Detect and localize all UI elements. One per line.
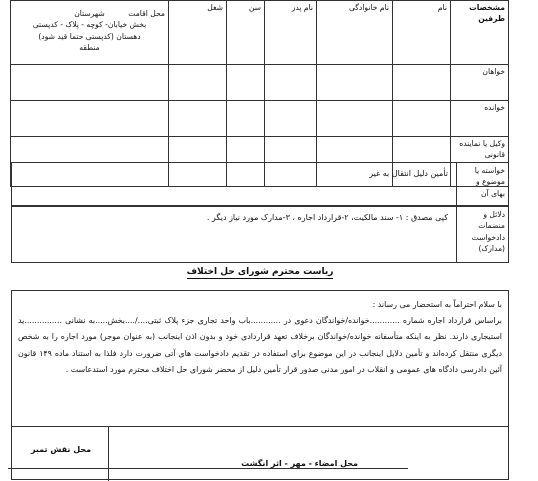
greeting-text: با سلام احتراماً به استحضار می رساند : <box>372 300 502 309</box>
defendant-family-cell[interactable] <box>317 100 393 136</box>
claim-value[interactable]: تأمین دلیل انتقال به غیر <box>369 169 448 178</box>
address-line-4: منطقه <box>79 43 100 53</box>
addressee-title-text: ریاست محترم شورای حل اختلاف <box>186 267 334 277</box>
header-residence <box>11 1 169 65</box>
stamp-area <box>12 427 110 481</box>
evidence-label: دلائل و منضمات دادخواست (مدارک) <box>456 207 508 262</box>
defendant-age-cell[interactable] <box>227 100 265 136</box>
row-label-lawyer: وکیل یا نماینده قانونی <box>451 137 509 187</box>
header-name: نام <box>393 1 451 65</box>
addressee-title <box>11 263 509 287</box>
signature-label: محل امضاء - مهر - اثر انگشت <box>241 459 358 468</box>
claim-label: خواسته یا موضوع و بهای آن <box>456 163 508 205</box>
defendant-address-cell[interactable] <box>11 100 169 136</box>
header-father-name: نام پدر <box>265 1 317 65</box>
signature-row <box>11 426 509 480</box>
plaintiff-name-cell[interactable] <box>393 64 451 100</box>
plaintiff-family-cell[interactable] <box>317 64 393 100</box>
address-line-1: شهرستان <box>74 9 105 18</box>
claim-section <box>11 162 509 206</box>
header-family-name: نام خانوادگی <box>317 1 393 65</box>
petition-text: براساس قرارداد اجاره شماره ............خوانده/خواندگان دعوی در ............باب واحد تجاری جزء پلاک ثبتی..../....بخش.....به نشانی ...............ید استیجاری دارند. نظر به اینکه متأسفانه خوانده/خواندگان برخلاف تعهد قراردادی خود و بدون اذن اینجانب (به عنوان موجر) مورد اجاره را به شخص دیگری منتقل کرده‌اند و تأمین دلایل اینجانب در این موضوع برای استفاده در تقدیم دادخواست های آتی ضرورت دارد فلذا به استناد ماده ۱۴۹ قانون آئین دادرسی دادگاه های عمومی و انقلاب در امور مدنی صدور قرار تأمین دلیل از محضر شورای حل اختلاف محترم مورد استدعاست . <box>18 316 502 374</box>
defendant-name-cell[interactable] <box>393 100 451 136</box>
row-label-defendant: خوانده <box>451 100 509 136</box>
plaintiff-age-cell[interactable] <box>227 64 265 100</box>
header-job: شغل <box>169 1 227 65</box>
header-residence-label: محل اقامت <box>128 9 165 18</box>
defendant-job-cell[interactable] <box>169 100 227 136</box>
evidence-value[interactable]: کپی مصدق : ۱- سند مالکیت، ۲-قرارداد اجاره ، ۳-مدارک مورد نیاز دیگر . <box>206 213 448 222</box>
plaintiff-father-cell[interactable] <box>265 64 317 100</box>
bottom-divider <box>8 468 408 470</box>
plaintiff-address-cell[interactable] <box>11 64 169 100</box>
address-line-3: دهستان (کدپستی حتما قید شود) <box>38 31 141 41</box>
parties-table <box>10 0 509 187</box>
address-line-2: بخش خیابان- کوچه - پلاک - کدپستی <box>32 20 147 30</box>
stamp-label: محل نقش تمبر <box>30 445 92 454</box>
header-age: سن <box>227 1 265 65</box>
signature-area[interactable] <box>108 427 508 481</box>
petition-body <box>11 290 509 426</box>
header-party-spec: مشخصات طرفین <box>451 1 509 65</box>
plaintiff-job-cell[interactable] <box>169 64 227 100</box>
defendant-father-cell[interactable] <box>265 100 317 136</box>
evidence-section <box>11 206 509 263</box>
row-label-plaintiff: خواهان <box>451 64 509 100</box>
